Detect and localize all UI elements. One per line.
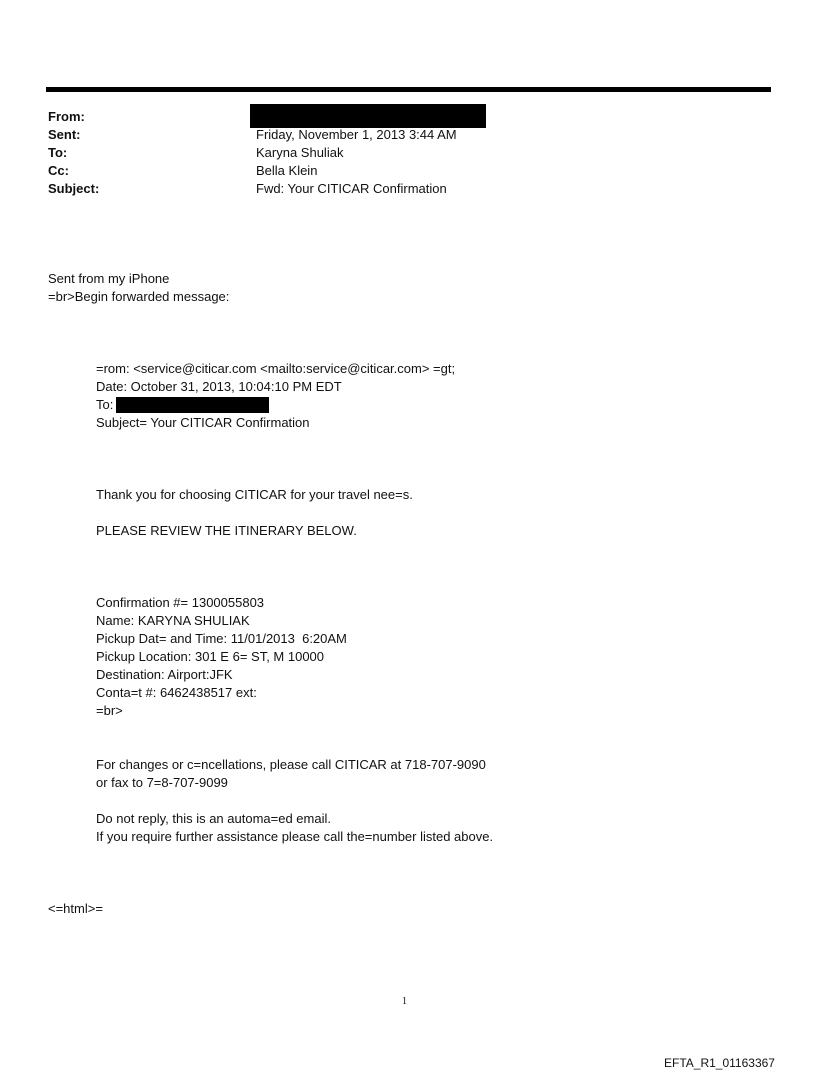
noreply-line-2: If you require further assistance please call the=number listed above.: [96, 829, 494, 844]
redacted-to: [116, 397, 269, 413]
confirmation-line: Confirmation #= 1300055803: [96, 595, 265, 610]
changes-line-2: or fax to 7=8-707-9099: [96, 775, 228, 790]
sent-value: Friday, November 1, 2013 3:44 AM: [256, 127, 457, 142]
forwarded-subject-line: Subject= Your CITICAR Confirmation: [96, 415, 310, 430]
cc-label: Cc:: [48, 163, 69, 178]
thanks-line: Thank you for choosing CITICAR for your travel nee=s.: [96, 487, 413, 502]
from-label: From:: [48, 109, 85, 124]
forwarded-to-line: To:: [96, 397, 114, 412]
cc-value: Bella Klein: [256, 163, 318, 178]
html-tag-line: <=html>=: [48, 901, 103, 916]
pickup-location-line: Pickup Location: 301 E 6= ST, M 10000: [96, 649, 325, 664]
page-number: 1: [402, 996, 407, 1007]
sent-label: Sent:: [48, 127, 81, 142]
review-line: PLEASE REVIEW THE ITINERARY BELOW.: [96, 523, 357, 538]
noreply-line-1: Do not reply, this is an automa=ed email.: [96, 811, 331, 826]
to-value: Karyna Shuliak: [256, 145, 344, 160]
begin-forwarded-line: =br>Begin forwarded message:: [48, 289, 230, 304]
forwarded-date-line: Date: October 31, 2013, 10:04:10 PM EDT: [96, 379, 342, 394]
subject-label: Subject:: [48, 181, 100, 196]
subject-value: Fwd: Your CITICAR Confirmation: [256, 181, 447, 196]
destination-line: Destination: Airport:JFK: [96, 667, 233, 682]
pickup-time-line: Pickup Dat= and Time: 11/01/2013 6:20AM: [96, 631, 347, 646]
to-label: To:: [48, 145, 68, 160]
changes-line-1: For changes or c=ncellations, please call CITICAR at 718-707-9090: [96, 757, 486, 772]
redacted-from: [250, 104, 486, 128]
name-line: Name: KARYNA SHULIAK: [96, 613, 250, 628]
contact-line: Conta=t #: 6462438517 ext:: [96, 685, 257, 700]
document-id: EFTA_R1_01163367: [664, 1056, 775, 1070]
br-line: =br>: [96, 703, 123, 718]
header-rule: [46, 87, 771, 92]
sent-from-line: Sent from my iPhone: [48, 271, 170, 286]
forwarded-from-line: =rom: <service@citicar.com <mailto:service@citicar.com> =gt;: [96, 361, 456, 376]
